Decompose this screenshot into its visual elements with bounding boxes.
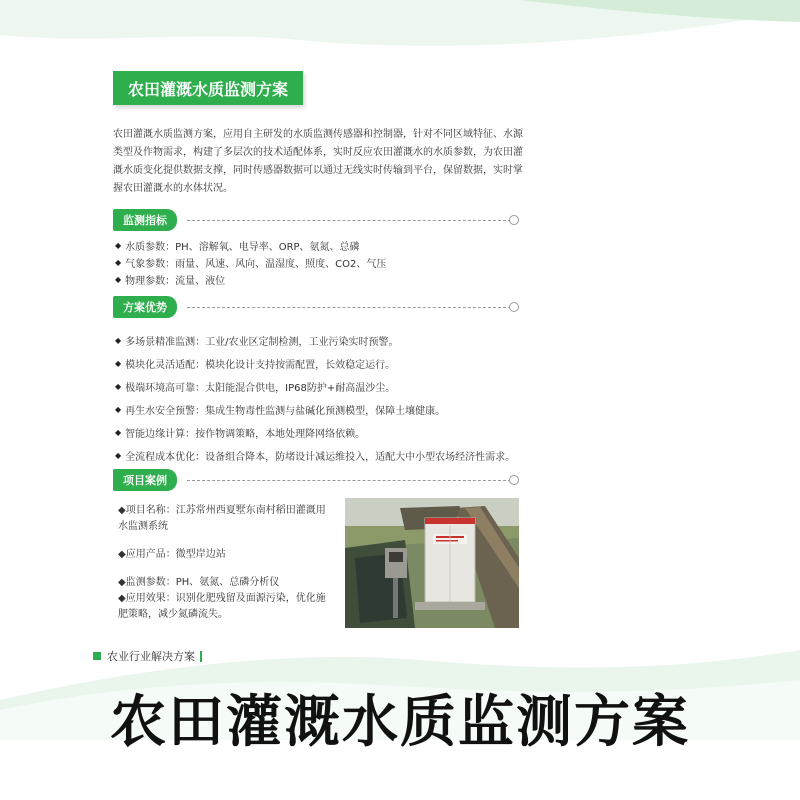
list-item: ◆ 智能边缘计算：按作物调策略，本地处理降网络依赖。 (115, 428, 366, 440)
section-header-cases (113, 469, 523, 491)
section-divider (187, 307, 511, 308)
list-item: ◆ 水质参数：PH、溶解氧、电导率、ORP、氨氮、总磷 (115, 241, 360, 253)
case-params: ◆监测参数：PH、氨氮、总磷分析仪 (118, 577, 280, 588)
diamond-bullet-icon: ◆ (115, 258, 122, 267)
case-details (118, 503, 333, 623)
top-wave-decoration (0, 0, 800, 60)
case-product: ◆应用产品：微型岸边站 (118, 549, 226, 560)
footer-category-label: 农业行业解决方案 (93, 648, 202, 664)
diamond-bullet-icon: ◆ (115, 275, 122, 284)
case-project-name: ◆项目名称：江苏常州西夏墅东南村稻田灌溉用水监测系统 (118, 505, 326, 532)
section-divider (187, 480, 511, 481)
circle-endpoint-icon (509, 475, 519, 485)
section-title-advantages: 方案优势 (113, 296, 177, 318)
diamond-bullet-icon: ◆ (115, 241, 122, 250)
list-item: ◆ 多场景精准监测：工业/农业区定制检测，工业污染实时预警。 (115, 336, 399, 348)
intro-paragraph: 农田灌溉水质监测方案，应用自主研发的水质监测传感器和控制器，针对不同区域特征、水源类型及作物需求，构建了多层次的技术适配体系，实时反应农田灌溉水的水质参数，为农田灌溉水质变化提供数据支撑，同时传感器数据可以通过无线实时传输到平台，保留数据，实时掌握农田灌溉水的水体状况。 (113, 129, 523, 194)
circle-endpoint-icon (509, 215, 519, 225)
case-site-photo (345, 498, 519, 628)
diamond-bullet-icon: ◆ (115, 336, 122, 345)
list-item: ◆ 极端环境高可靠：太阳能混合供电，IP68防护+耐高温沙尘。 (115, 382, 396, 394)
diamond-bullet-icon: ◆ (115, 382, 122, 391)
diamond-bullet-icon: ◆ (115, 359, 122, 368)
list-item: ◆ 物理参数：流量、液位 (115, 275, 226, 287)
document-title: 农田灌溉水质监测方案 (113, 71, 303, 105)
case-effect: ◆应用效果：识别化肥残留及面源污染，优化施肥策略，减少氮磷流失。 (118, 593, 326, 620)
banner-title: 农田灌溉水质监测方案 (110, 690, 690, 755)
circle-endpoint-icon (509, 302, 519, 312)
indicator-list (115, 237, 535, 288)
diamond-bullet-icon: ◆ (115, 405, 122, 414)
list-item: ◆ 模块化灵活适配：模块化设计支持按需配置，长效稳定运行。 (115, 359, 396, 371)
advantage-list (115, 329, 535, 467)
list-item: ◆ 气象参数：雨量、风速、风向、温湿度、照度、CO2、气压 (115, 258, 387, 270)
diamond-bullet-icon: ◆ (115, 451, 122, 460)
list-item: ◆ 再生水安全预警：集成生物毒性监测与盐碱化预测模型，保障土壤健康。 (115, 405, 446, 417)
diamond-bullet-icon: ◆ (115, 428, 122, 437)
list-item: ◆ 全流程成本优化：设备组合降本，防堵设计减运维投入，适配大中小型农场经济性需求。 (115, 451, 516, 463)
section-divider (187, 220, 511, 221)
section-title-cases: 项目案例 (113, 469, 177, 491)
section-header-indicators (113, 209, 523, 231)
section-title-indicators: 监测指标 (113, 209, 177, 231)
section-header-advantages (113, 296, 523, 318)
